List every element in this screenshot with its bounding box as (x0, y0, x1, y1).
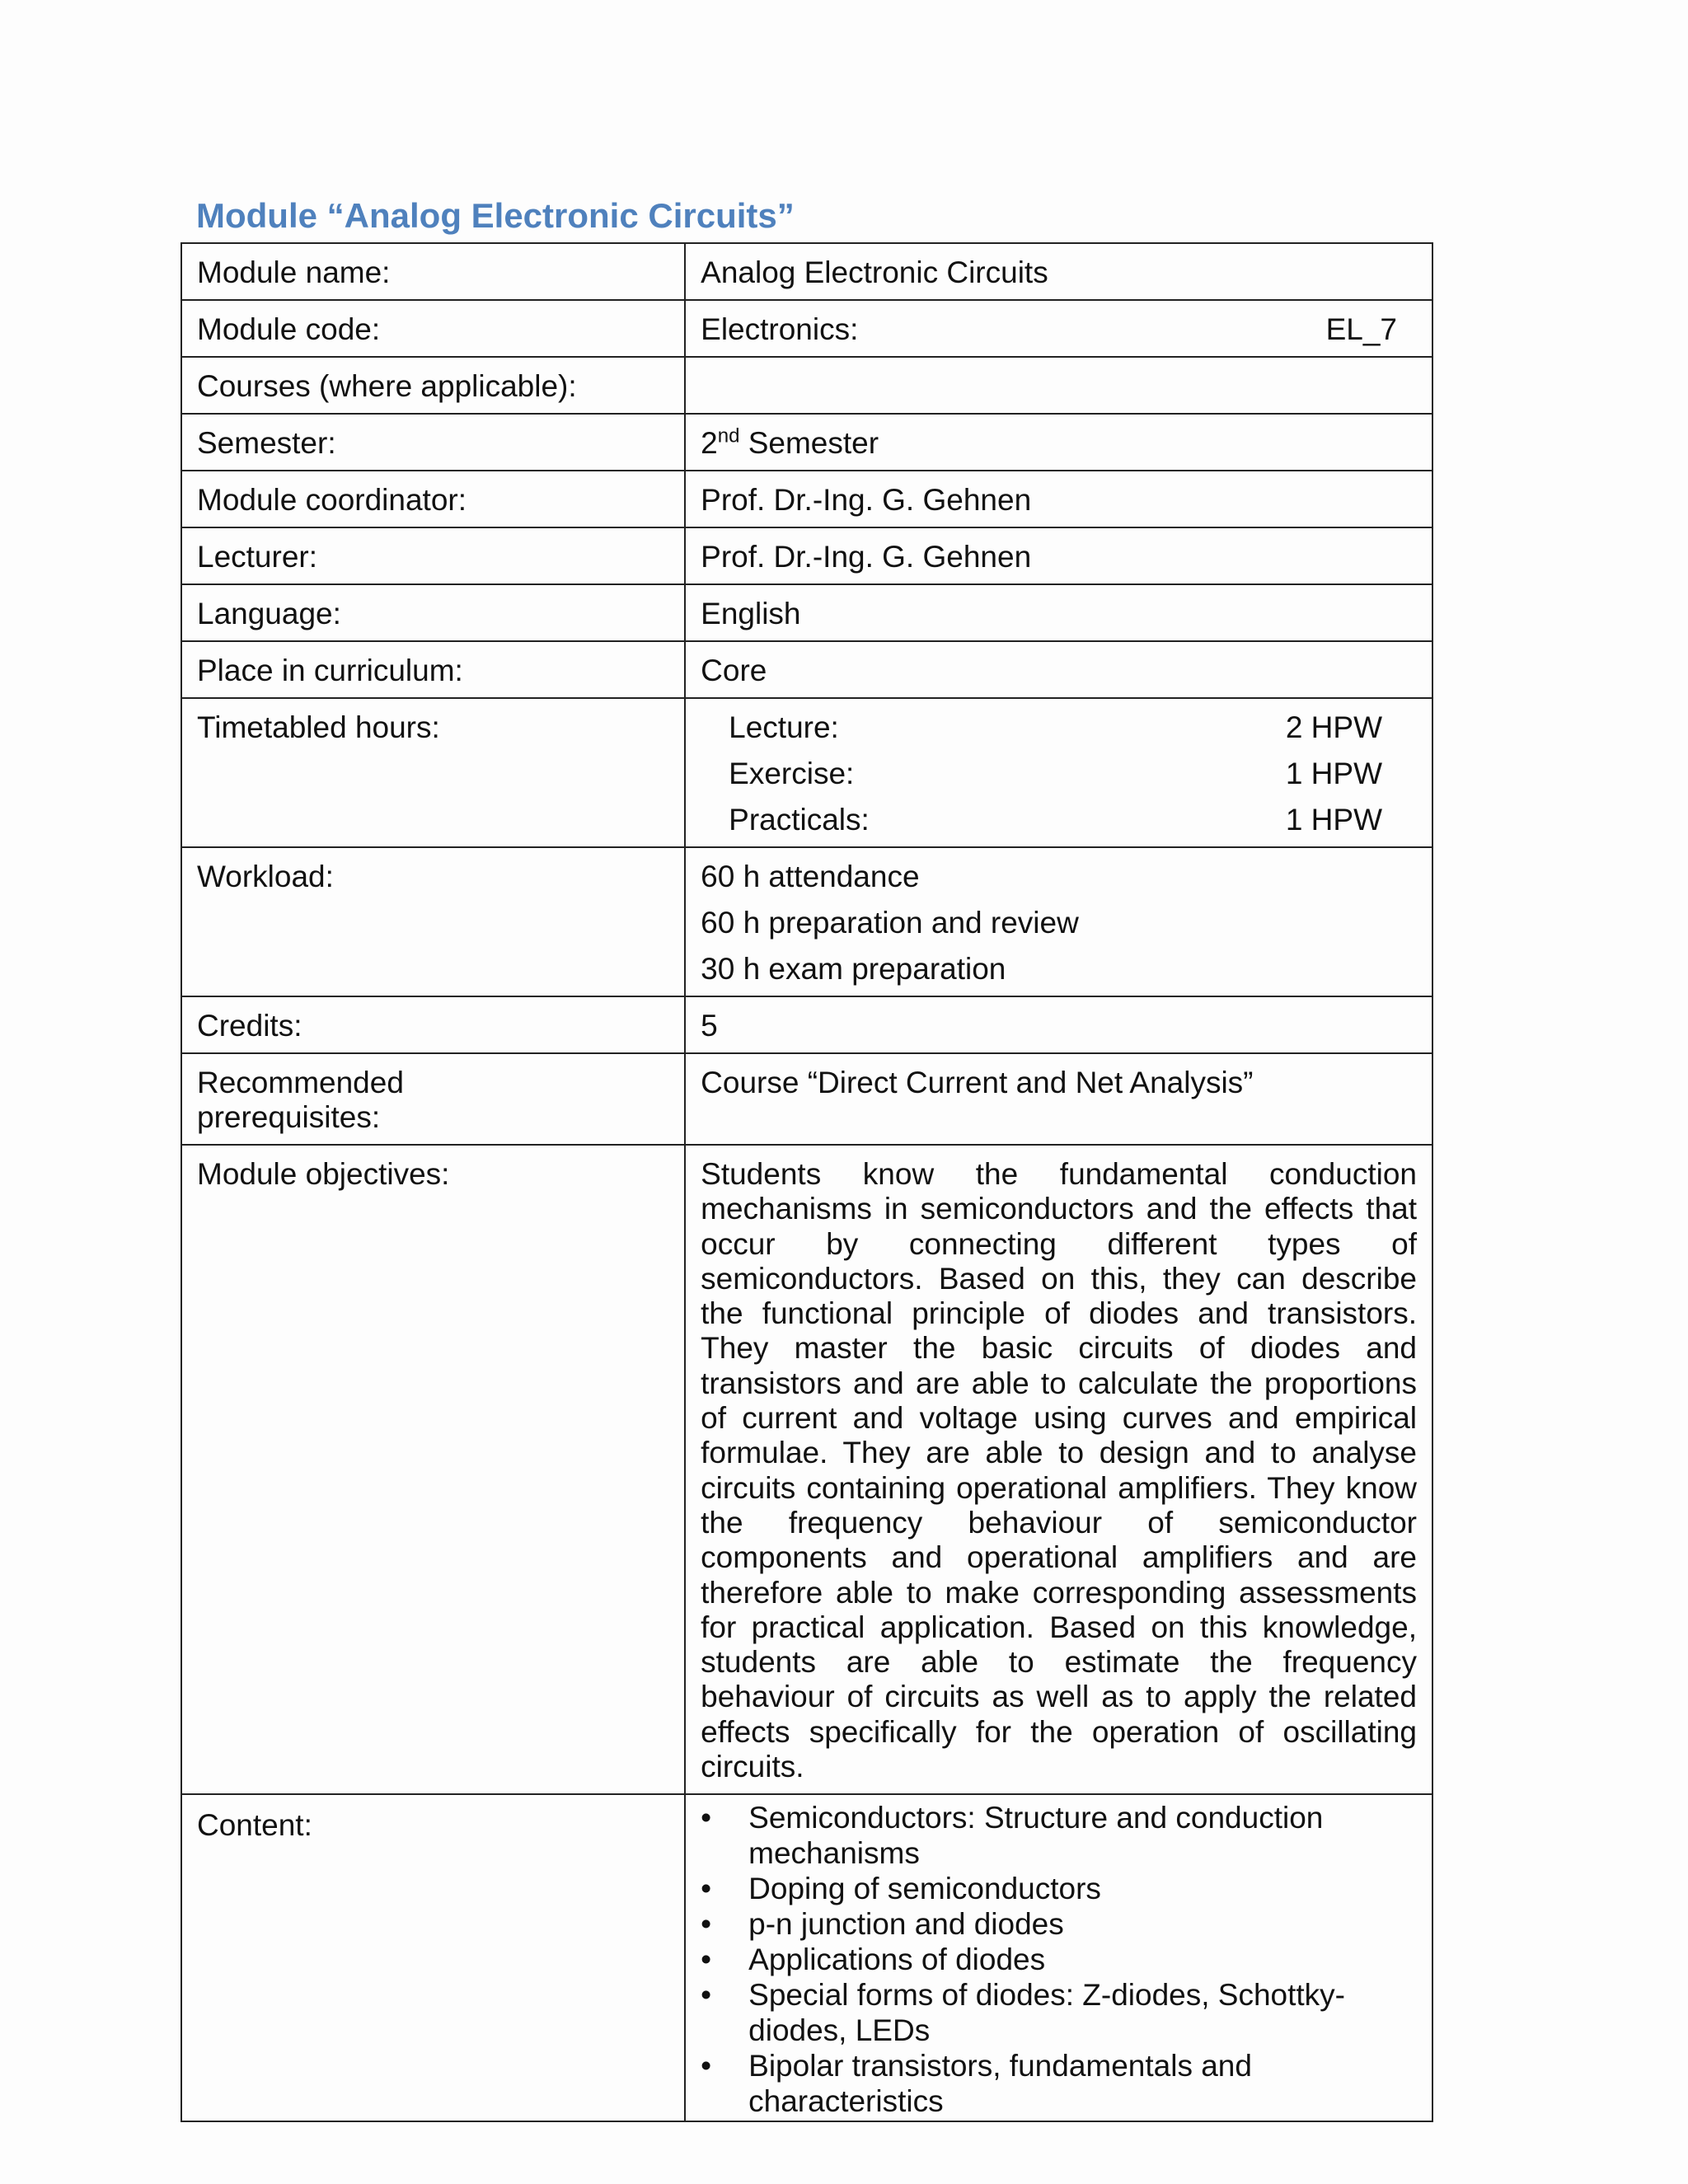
label-workload: Workload: (181, 847, 685, 996)
label-place: Place in curriculum: (181, 641, 685, 698)
hours-value: 2 HPW (1285, 710, 1382, 744)
row-objectives (181, 1145, 1432, 1794)
label-prerequisites: Recommended prerequisites: (181, 1053, 685, 1145)
module-table (181, 242, 1433, 2122)
value-objectives: Students know the fundamental conduction mechanisms in semiconductors and the effects that occur by connecting different types of semiconductors. Based on this, they can describe the functional principle of diodes and transistors. They master the basic circuits of diodes and transistors and are able to calculate the proportions of current and voltage using curves and empirical formulae. They are able to design and to analyse circuits containing operational amplifiers. They know the frequency behaviour of semiconductor components and operational amplifiers and are therefore able to make corresponding assessments for practical application. Based on this knowledge, students are able to estimate the frequency behaviour of circuits as well as to apply the related effects specifically for the operation of oscillating circuits. (685, 1145, 1432, 1794)
label-lecturer: Lecturer: (181, 527, 685, 584)
label-timetabled: Timetabled hours: (181, 698, 685, 847)
module-code-category: Electronics: (701, 312, 859, 346)
row-semester (181, 414, 1432, 471)
workload-item: 30 h exam preparation (701, 952, 1006, 986)
row-module-code (181, 300, 1432, 357)
label-content: Content: (181, 1794, 685, 2121)
content-list (701, 1800, 1417, 2119)
list-item: • Applications of diodes (701, 1942, 1417, 1977)
hours-value: 1 HPW (1285, 803, 1382, 837)
hours-name: Lecture: (729, 710, 839, 744)
value-lecturer: Prof. Dr.-Ing. G. Gehnen (685, 527, 1432, 584)
value-credits: 5 (685, 996, 1432, 1053)
row-timetabled (181, 698, 1432, 847)
value-content (685, 1794, 1432, 2121)
label-module-code: Module code: (181, 300, 685, 357)
list-item: • Doping of semiconductors (701, 1871, 1417, 1906)
workload-item: 60 h preparation and review (701, 906, 1079, 940)
value-timetabled (685, 698, 1432, 847)
label-credits: Credits: (181, 996, 685, 1053)
module-code-id: EL_7 (1325, 312, 1397, 346)
row-coordinator (181, 471, 1432, 527)
hours-name: Practicals: (729, 803, 870, 837)
list-item: • p-n junction and diodes (701, 1906, 1417, 1942)
label-objectives: Module objectives: (181, 1145, 685, 1794)
value-prerequisites: Course “Direct Current and Net Analysis” (685, 1053, 1432, 1145)
row-courses (181, 357, 1432, 414)
workload-item: 60 h attendance (701, 860, 920, 893)
label-module-name: Module name: (181, 243, 685, 300)
semester-suffix: nd (717, 424, 740, 448)
value-module-code (685, 300, 1432, 357)
hours-name: Exercise: (729, 757, 855, 790)
value-semester (685, 414, 1432, 471)
hours-row-exercise (729, 757, 1382, 803)
value-module-name: Analog Electronic Circuits (685, 243, 1432, 300)
list-item: • Semiconductors: Structure and conduction mechanisms (701, 1800, 1417, 1871)
label-courses: Courses (where applicable): (181, 357, 685, 414)
label-semester: Semester: (181, 414, 685, 471)
semester-word: Semester (739, 426, 879, 460)
value-coordinator: Prof. Dr.-Ing. G. Gehnen (685, 471, 1432, 527)
row-prerequisites (181, 1053, 1432, 1145)
list-item: • Bipolar transistors, fundamentals and characteristics (701, 2048, 1417, 2119)
hours-row-lecture (729, 710, 1382, 757)
value-courses (685, 357, 1432, 414)
value-language: English (685, 584, 1432, 641)
row-language (181, 584, 1432, 641)
row-content (181, 1794, 1432, 2121)
label-language: Language: (181, 584, 685, 641)
row-place (181, 641, 1432, 698)
label-coordinator: Module coordinator: (181, 471, 685, 527)
row-lecturer (181, 527, 1432, 584)
row-module-name (181, 243, 1432, 300)
value-place: Core (685, 641, 1432, 698)
page-title: Module “Analog Electronic Circuits” (196, 196, 795, 235)
semester-number: 2 (701, 426, 718, 460)
row-workload (181, 847, 1432, 996)
list-item: • Special forms of diodes: Z-diodes, Schottky-diodes, LEDs (701, 1977, 1417, 2048)
hours-value: 1 HPW (1285, 757, 1382, 790)
value-workload (685, 847, 1432, 996)
row-credits (181, 996, 1432, 1053)
hours-row-practicals (729, 803, 1382, 837)
